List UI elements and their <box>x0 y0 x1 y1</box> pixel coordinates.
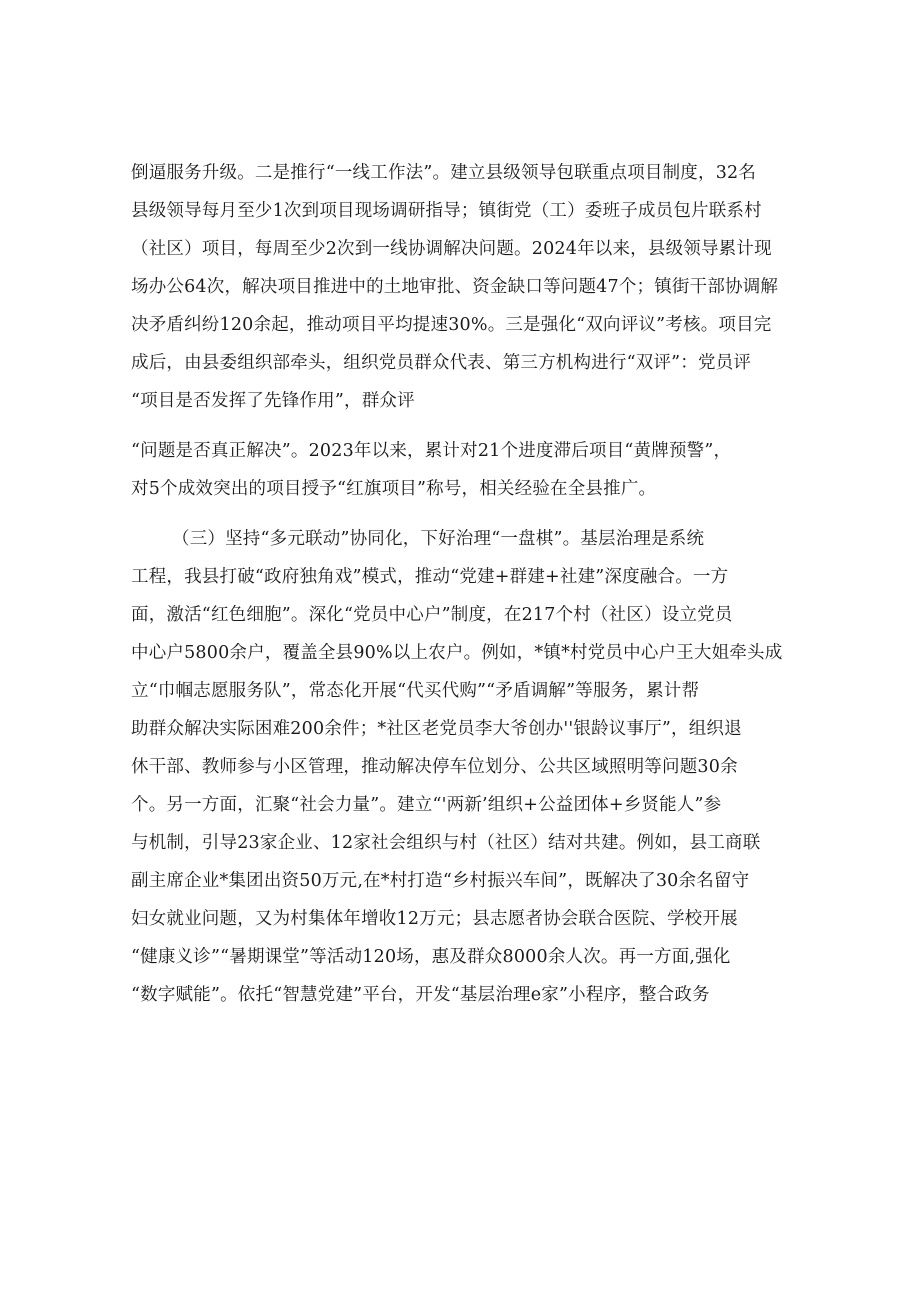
text-line-13: 中心户5800余户，覆盖全县90%以上农户。例如，*镇*村党员中心户王大姐牵头成 <box>131 643 783 663</box>
text-line-1: 倒逼服务升级。二是推行“一线工作法”。建立县级领导包联重点项目制度，32名 <box>131 163 757 183</box>
text-line-19: 副主席企业*集团出资50万元,在*村打造“乡村振兴车间”，既解决了30余名留守 <box>131 871 750 891</box>
text-line-5: 决矛盾纠纷120余起，推动项目平均提速30%。三是强化“双向评议”考核。项目完 <box>131 315 772 335</box>
text-line-9: 对5个成效突出的项目授予“红旗项目”称号，相关经验在全县推广。 <box>131 479 657 499</box>
text-line-20: 妇女就业问题，又为村集体年增收12万元；县志愿者协会联合医院、学校开展 <box>131 909 738 929</box>
text-line-14: 立“巾帼志愿服务队”，常态化开展“代买代购”“矛盾调解”等服务，累计帮 <box>131 681 700 701</box>
section-heading-line: （三）坚持“多元联动”协同化，下好治理“一盘棋”。基层治理是系统 <box>172 529 705 549</box>
text-line-11: 工程，我县打破“政府独角戏”模式，推动“党建+群建+社建”深度融合。一方 <box>131 567 729 587</box>
text-line-4: 场办公64次，解决项目推进中的土地审批、资金缺口等问题47个；镇街干部协调解 <box>131 277 779 297</box>
text-line-8: “问题是否真正解决”。2023年以来，累计对21个进度滞后项目“黄牌预警”， <box>131 441 732 461</box>
text-line-21: “健康义诊”“暑期课堂”等活动120场，惠及群众8000余人次。再一方面,强化 <box>131 947 731 967</box>
text-line-7: “项目是否发挥了先锋作用”，群众评 <box>131 391 415 411</box>
text-line-18: 与机制，引导23家企业、12家社会组织与村（社区）结对共建。例如，县工商联 <box>131 833 761 853</box>
text-line-2: 县级领导每月至少1次到项目现场调研指导；镇街党（工）委班子成员包片联系村 <box>131 201 762 221</box>
text-line-6: 成后，由县委组织部牵头，组织党员群众代表、第三方机构进行“双评”：党员评 <box>131 353 752 373</box>
text-line-3: （社区）项目，每周至少2次到一线协调解决问题。2024年以来，县级领导累计现 <box>131 239 772 259</box>
text-line-16: 休干部、教师参与小区管理，推动解决停车位划分、公共区域照明等问题30余 <box>131 757 738 777</box>
text-line-15: 助群众解决实际困难200余件；*社区老党员李大爷创办''银龄议事厅”，组织退 <box>131 719 742 739</box>
text-line-17: 个。另一方面，汇聚“社会力量”。建立“'两新’组织+公益团体+乡贤能人”参 <box>131 795 722 815</box>
text-line-22: “数字赋能”。依托“智慧党建”平台，开发“基层治理e家”小程序，整合政务 <box>131 985 710 1005</box>
text-line-12: 面，激活“红色细胞”。深化“党员中心户”制度，在217个村（社区）设立党员 <box>131 605 733 625</box>
